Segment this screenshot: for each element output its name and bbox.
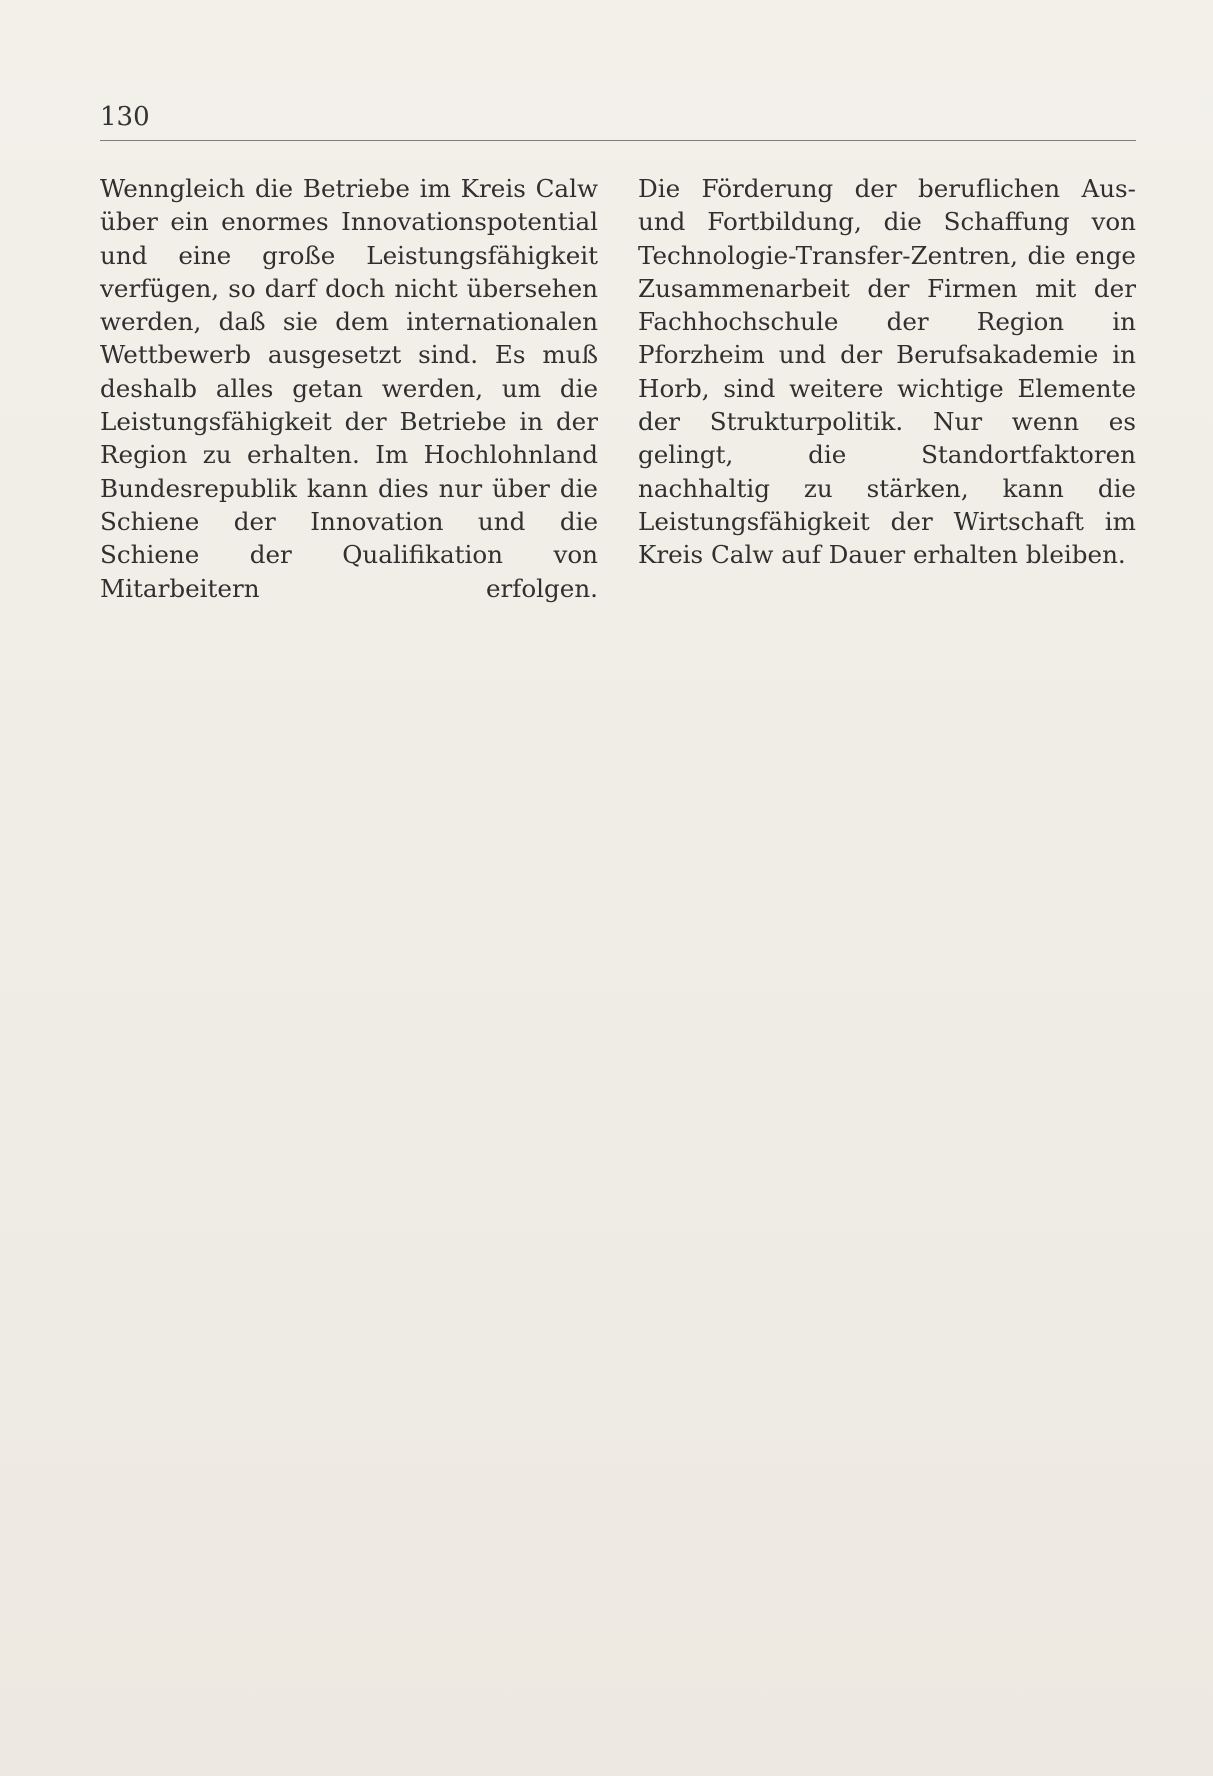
left-column: [100, 172, 598, 605]
right-paragraph: Die Förderung der beruflichen Aus- und Fortbildung, die Schaffung von Technologie-Transfer-Zentren, die enge Zusammenarbeit der Firmen mit der Fachhochschule der Region in Pforzheim und der Berufsakademie in Horb, sind weitere wichtige Elemente der Strukturpolitik. Nur wenn es gelingt, die Standortfaktoren nachhaltig zu stärken, kann die Leistungsfähigkeit der Wirtschaft im Kreis Calw auf Dauer erhalten bleiben.: [638, 174, 1136, 570]
page-number: 130: [100, 102, 150, 132]
left-paragraph: Wenngleich die Betriebe im Kreis Calw über ein enormes Innovationspotential und eine große Leistungsfähigkeit verfügen, so darf doch nicht übersehen werden, daß sie dem internationalen Wettbewerb ausgesetzt sind. Es muß deshalb alles getan werden, um die Leistungsfähigkeit der Betriebe in der Region zu erhalten. Im Hochlohnland Bundesrepublik kann dies nur über die Schiene der Innovation und die Schiene der Qualifikation von Mitarbeitern erfolgen.: [100, 174, 598, 603]
header-rule: [100, 140, 1136, 141]
right-column: [638, 172, 1136, 572]
